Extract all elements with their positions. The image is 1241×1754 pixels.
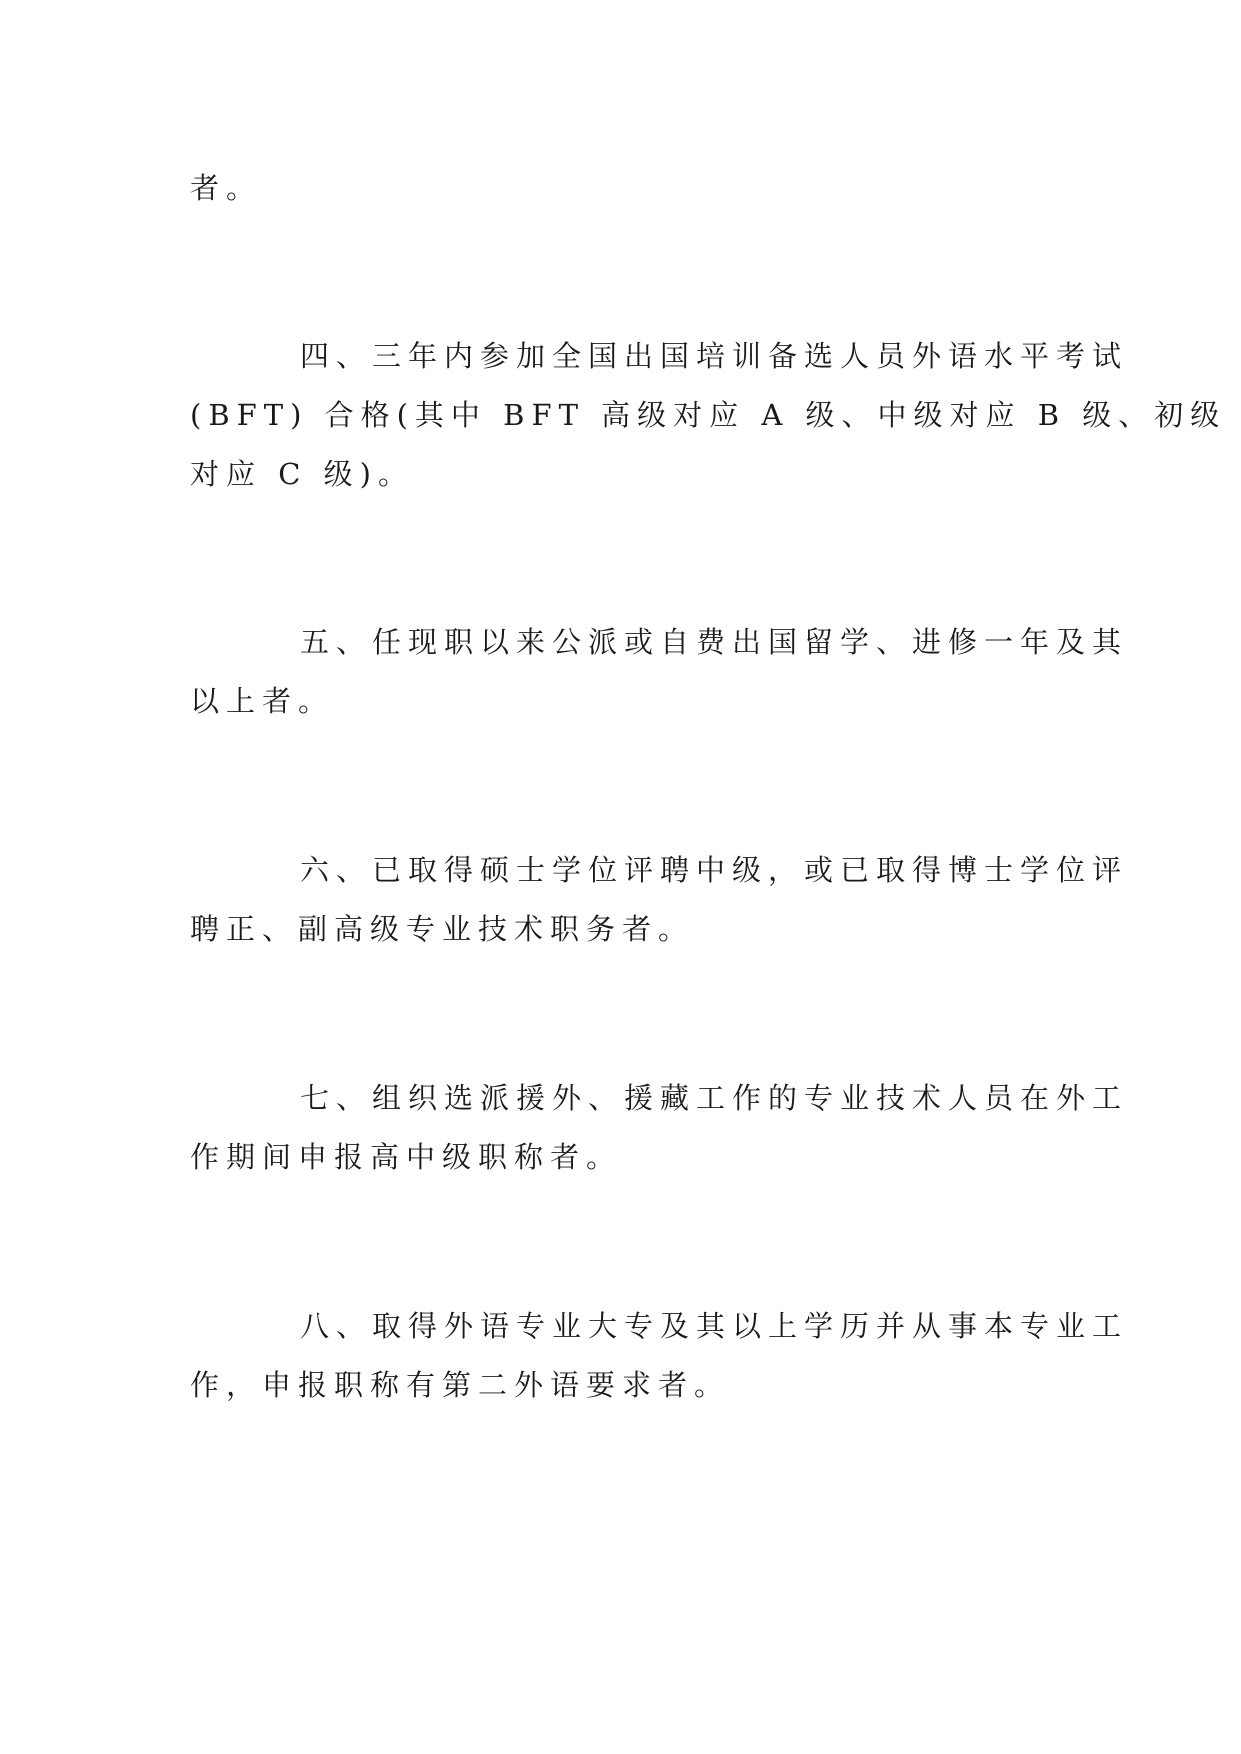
item-6-line-2: 聘正、副高级专业技术职务者。 — [190, 912, 695, 946]
continuation-line: 者。 — [190, 171, 263, 205]
item-8-line-1: 八、取得外语专业大专及其以上学历并从事本专业工 — [300, 1309, 1129, 1343]
item-6-line-1: 六、已取得硕士学位评聘中级，或已取得博士学位评 — [300, 853, 1129, 887]
item-7-line-1: 七、组织选派援外、援藏工作的专业技术人员在外工 — [300, 1081, 1129, 1115]
item-4-line-2: (BFT) 合格(其中 BFT 高级对应 A 级、中级对应 B 级、初级 — [190, 398, 1227, 432]
item-5-line-1: 五、任现职以来公派或自费出国留学、进修一年及其 — [300, 625, 1129, 659]
item-5-line-2: 以上者。 — [190, 684, 335, 718]
item-7-line-2: 作期间申报高中级职称者。 — [190, 1140, 623, 1174]
item-8-line-2: 作，申报职称有第二外语要求者。 — [190, 1368, 731, 1402]
item-4-line-3: 对应 C 级)。 — [190, 457, 414, 491]
item-4-line-1: 四、三年内参加全国出国培训备选人员外语水平考试 — [300, 339, 1129, 373]
